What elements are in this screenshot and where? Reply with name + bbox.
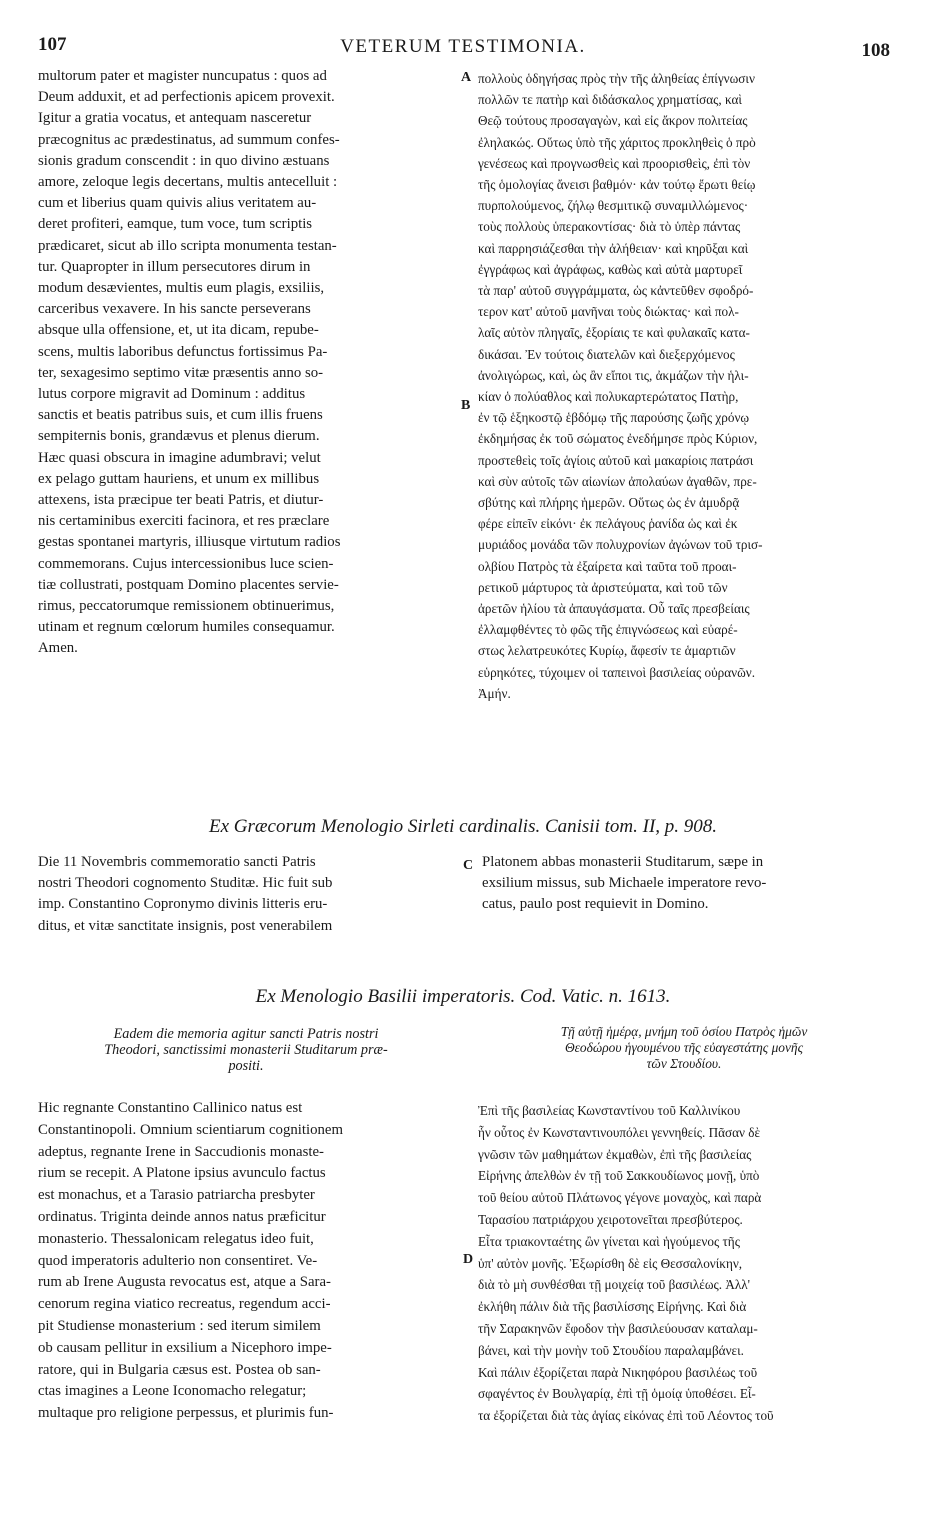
running-title: VETERUM TESTIMONIA. — [340, 36, 586, 57]
text-line: Constantinopoli. Omnium scientiarum cognitionem — [38, 1121, 343, 1138]
text-line: καὶ σὺν αὐτοῖς τῶν αἰωνίων ἀπολαύων ἀγαθῶν, πρε- — [478, 473, 757, 489]
text-line: διὰ τὸ μὴ συνθέσθαι τῇ μοιχείᾳ τοῦ βασιλέως. Ἀλλ' — [478, 1277, 751, 1293]
text-line: βάνει, καὶ τὴν μονὴν τοῦ Στουδίου παραλαμβάνει. — [478, 1342, 744, 1358]
text-line: Eadem die memoria agitur sancti Patris nostri — [113, 1026, 379, 1042]
text-line: positi. — [228, 1058, 264, 1074]
text-line: σβύτης καὶ πλήρης ἡμερῶν. Οὕτως ὡς ἐν ἀμυδρᾷ — [478, 495, 740, 511]
text-line: ὑπ' αὐτὸν μονῆς. Ἐξωρίσθη δὲ εἰς Θεσσαλονίκην, — [478, 1255, 743, 1271]
page-number-right: 108 — [861, 40, 890, 61]
text-line: Εἰρήνης ἀπελθὼν ἐν τῇ τοῦ Σακκουδίωνος μονῇ, ὑπὸ — [478, 1168, 760, 1184]
text-line: Ἐπὶ τῆς βασιλείας Κωνσταντίνου τοῦ Καλλινίκου — [478, 1103, 741, 1118]
text-line: ἐγγράφως καὶ ἀγράφως, καθὼς καὶ αὐτὰ μαρτυρεῖ — [478, 261, 743, 277]
text-line: nostri Theodori cognomento Studitæ. Hic fuit sub — [38, 875, 333, 892]
text-line: sanctis et beatis patribus suis, et cum illis fruens — [38, 407, 323, 424]
text-line: Θεῷ τούτους προσαγαγὼν, καὶ εἰς ἄκρον πολιτείας — [478, 113, 748, 129]
text-line: est monachus, et a Tarasio patriarcha presbyter — [38, 1187, 315, 1204]
text-line: carceribus vexavere. In his sancte perseverans — [38, 301, 311, 318]
text-line: sempiternis bonis, grandævus et plenus dierum. — [38, 428, 320, 445]
text-line: πολλῶν τε πατὴρ καὶ διδάσκαλος χρηματίσας, καὶ — [478, 92, 742, 108]
text-line: Ἀμήν. — [478, 685, 511, 701]
text-line: Theodori, sanctissimi monasterii Studitarum præ- — [104, 1042, 388, 1058]
text-line: τοὺς πολλοὺς ὑπερακοντίσας· διὰ τὸ ὑπὲρ πάντας — [478, 219, 741, 235]
text-line: τοῦ θείου αὐτοῦ Πλάτωνος γέγονε μοναχὸς, καὶ παρὰ — [478, 1190, 762, 1206]
text-line: absque ulla offensione, et, ut ita dicam, repube- — [38, 322, 319, 339]
text-line: deret profiteri, eamque, tum voce, tum scriptis — [38, 216, 313, 233]
text-line: ordinatus. Triginta deinde annos natus præficitur — [38, 1208, 326, 1225]
text-line: sionis gradum conscendit : in quo divino æstuans — [38, 152, 330, 169]
text-line: Deum adduxit, et ad perfectionis apicem provexit. — [38, 89, 335, 106]
margin-letter-c: C — [463, 858, 474, 873]
text-line: rium se recepit. A Platone ipsius avunculo factus — [38, 1165, 326, 1182]
text-line: Τῇ αὐτῇ ἡμέρᾳ, μνήμη τοῦ ὁσίου Πατρὸς ἡμῶν — [560, 1024, 808, 1039]
text-line: πυρπολούμενος, ζήλῳ θεσμιτικῷ συναμιλλώμενος· — [478, 198, 749, 214]
text-line: nis certaminibus exerciti facinora, et res præclare — [38, 513, 330, 530]
sirleti-right-column — [482, 852, 890, 916]
text-line: κίαν ὁ πολύαθλος καὶ πολυκαρτερώτατος Πατὴρ, — [478, 389, 739, 405]
text-line: tur. Quapropter in illum persecutores dirum in — [38, 258, 311, 275]
basilii-latin-title — [38, 1026, 454, 1074]
text-line: τῶν Στουδίου. — [646, 1056, 722, 1071]
text-line: σφαγέντος ἐν Βουλγαρίᾳ, ἐπὶ τῇ ὁμοίᾳ ὑποθέσει. Εἶ- — [478, 1386, 756, 1402]
text-line: λαῖς αὐτὸν πληγαῖς, ἐξορίαις τε καὶ φυλακαῖς κατα- — [478, 325, 750, 341]
text-line: ratore, qui in Bulgaria cæsus est. Postea ob san- — [38, 1361, 321, 1378]
text-line: ἐλλαμφθέντες τὸ φῶς τῆς ἐπιγνώσεως καὶ εὐαρέ- — [478, 622, 738, 638]
text-line: imp. Constantino Copronymo divinis litteris eru- — [38, 896, 328, 913]
text-line: φέρε εἰπεῖν εἰκόνι· ἐκ πελάγους ῥανίδα ὡς καὶ ἐκ — [478, 516, 738, 532]
text-line: Die 11 Novembris commemoratio sancti Patris — [38, 854, 316, 870]
text-line: προστεθεὶς τοῖς ἁγίοις αὐτοῦ καὶ μακαρίοις πατράσι — [478, 452, 754, 468]
text-line: gestas spontanei martyris, illiusque virtutum radios — [38, 534, 341, 551]
text-line: Εἶτα τριακονταέτης ὢν γίνεται καὶ ἡγούμενος τῆς — [478, 1233, 740, 1249]
margin-letter-b: B — [461, 398, 471, 413]
text-line: Καὶ πάλιν ἐξορίζεται παρὰ Νικηφόρου βασιλέως τοῦ — [478, 1364, 758, 1380]
text-line: ob causam pellitur in exsilium a Nicephoro impe- — [38, 1339, 332, 1356]
text-line: ρετικοῦ μάρτυρος τὰ ἀριστεύματα, καὶ τοῦ τῶν — [478, 579, 728, 595]
text-line: ἦν οὗτος ἐν Κωνσταντινουπόλει γεννηθείς. Πᾶσαν δὲ — [478, 1124, 761, 1140]
text-line: τα ἐξορίζεται διὰ τὰς ἁγίας εἰκόνας ἐπὶ τοῦ Λέοντος τοῦ — [478, 1408, 774, 1424]
text-line: utinam et regnum cœlorum humiles consequamur. — [38, 619, 335, 636]
text-line: ολβίου Πατρὸς τὰ ἐξαίρετα καὶ ταῦτα τοῦ προαι- — [478, 558, 737, 574]
basilii-latin-text — [38, 1098, 454, 1425]
text-line: δικάσαι. Ἐν τούτοις διατελῶν καὶ διεξερχόμενος — [478, 346, 735, 362]
text-line: μυριάδος μονάδα τῶν πολυχρονίων ἀγώνων τοῦ τρισ- — [478, 537, 763, 553]
text-line: γνῶσιν τῶν μαθημάτων ἐκμαθὼν, ἐπὶ τῆς βασιλείας — [478, 1146, 752, 1162]
text-line: ter, sexagesimo septimo vitæ præsentis anno so- — [38, 364, 324, 381]
text-line: multaque pro religione perpessus, et plurimis fun- — [38, 1405, 334, 1422]
text-line: ἀρετῶν ἡλίου τὰ ἀπαυγάσματα. Οὗ ταῖς πρεσβείαις — [478, 601, 750, 617]
text-line: τερον κατ' αὐτοῦ μανῆναι τοὺς διώκτας· καὶ πολ- — [478, 304, 739, 320]
text-line: ditus, et vitæ sanctitate insignis, post venerabilem — [38, 917, 333, 934]
text-line: στως λελατρευκότες Κυρίῳ, ἄφεσίν τε ἁμαρτιῶν — [478, 643, 736, 659]
sirleti-left-column — [38, 852, 454, 937]
text-line: Ταρασίου πατριάρχου χειροτονεῖται πρεσβύτερος. — [478, 1211, 743, 1227]
greek-column-1 — [478, 68, 890, 704]
text-line: catus, paulo post requievit in Domino. — [482, 896, 709, 913]
text-line: Hæc quasi obscura in imagine adumbravi; velut — [38, 449, 321, 466]
text-line: Amen. — [38, 640, 78, 657]
text-line: ctas imagines a Leone Iconomacho relegatur; — [38, 1383, 307, 1400]
text-line: scens, multis laboribus defunctus fortissimus Pa- — [38, 343, 328, 360]
basilii-greek-title — [478, 1024, 890, 1072]
text-line: præcognitus ac prædestinatus, ad summum confes- — [38, 131, 340, 148]
text-line: Hic regnante Constantino Callinico natus est — [38, 1100, 303, 1116]
text-line: adeptus, regnante Irene in Saccudionis monaste- — [38, 1143, 324, 1160]
text-line: tiæ collustrati, postquam Domino placentes servie- — [38, 576, 339, 593]
text-line: Platonem abbas monasterii Studitarum, sæpe in — [482, 854, 764, 870]
page-number-left: 107 — [38, 34, 67, 55]
text-line: ἐληλακώς. Οὕτως ὑπὸ τῆς χάριτος προκληθεὶς ὁ πρὸ — [478, 134, 756, 150]
text-line: ἐν τῷ ἑξηκοστῷ ἑβδόμῳ τῆς παρούσης ζωῆς χρόνῳ — [478, 410, 750, 426]
text-line: rimus, peccatorumque remissionem obtinuerimus, — [38, 598, 335, 615]
text-line: pit Studiense monasterium : sed iterum similem — [38, 1317, 321, 1334]
text-line: amore, zeloque legis decertans, multis antecelluit : — [38, 174, 338, 191]
text-line: πολλοὺς ὁδηγήσας πρὸς τὴν τῆς ἀληθείας ἐπίγνωσιν — [478, 71, 755, 86]
text-line: ἐκλήθη πάλιν διὰ τῆς βασιλίσσης Εἰρήνης. Καὶ διὰ — [478, 1299, 747, 1315]
text-line: Igitur a gratia vocatus, et antequam nasceretur — [38, 110, 312, 127]
text-line: monasterio. Thessalonicam relegatus ideo fuit, — [38, 1230, 314, 1247]
text-line: prædicaret, sicut ab illo scripta monumenta testan- — [38, 237, 337, 254]
text-line: commemorans. Cujus intercessionibus luce scien- — [38, 555, 334, 572]
text-line: καὶ παρρησιάζεσθαι τὴν ἀλήθειαν· καὶ κηρῦξαι καὶ — [478, 240, 749, 256]
text-line: attexens, ista præcipue ter beati Patris, et diutur- — [38, 492, 324, 509]
text-line: lutus corpore migravit ad Dominum : additus — [38, 386, 306, 403]
text-line: τῆν Σαρακηνῶν ἔφοδον τὴν βασιλεύουσαν καταλαμ- — [478, 1320, 758, 1336]
text-line: cum et liberius quam quivis alius veritatem au- — [38, 195, 317, 212]
text-line: modum desævientes, multis eum plagis, exsiliis, — [38, 280, 325, 297]
text-line: ἀνολιγώρως, καὶ, ὡς ἂν εἴποι τις, ἀκμάζων τὴν ἡλι- — [478, 367, 749, 383]
margin-letter-d: D — [463, 1252, 474, 1267]
section-heading-sirleti: Ex Græcorum Menologio Sirleti cardinalis. Canisii tom. II, p. 908. — [208, 816, 718, 837]
text-line: γενέσεως καὶ προγνωσθεὶς καὶ προορισθεὶς, ἐπὶ τὸν — [478, 155, 751, 171]
basilii-greek-text — [478, 1100, 890, 1427]
text-line: τὰ παρ' αὐτοῦ συγγράμματα, ὡς κἀντεῦθεν σφοδρό- — [478, 283, 754, 299]
latin-column-1 — [38, 66, 454, 660]
text-line: Θεοδώρου ἡγουμένου τῆς εὐαγεστάτης μονῆς — [564, 1040, 804, 1055]
margin-letter-a: A — [461, 70, 472, 85]
text-line: cenorum regina viatico recreatus, regendum acci- — [38, 1296, 331, 1313]
text-line: rum ab Irene Augusta revocatus est, atque a Sara- — [38, 1274, 331, 1291]
text-line: quod imperatoris adulterio non consentiret. Ve- — [38, 1252, 318, 1269]
section-heading-basilii: Ex Menologio Basilii imperatoris. Cod. Vatic. n. 1613. — [255, 986, 671, 1007]
text-line: τῆς ὁμολογίας ἄνεισι βαθμόν· κἀν τούτῳ ἔρωτι θείῳ — [478, 177, 756, 193]
text-line: exsilium missus, sub Michaele imperatore revo- — [482, 875, 767, 892]
text-line: εὑρηκότες, τύχοιμεν οἱ ταπεινοὶ βασιλείας οὐρανῶν. — [478, 664, 756, 680]
text-line: ex pelago guttam hauriens, et unum ex millibus — [38, 470, 320, 487]
text-line: ἐκδημήσας ἐκ τοῦ σώματος ἐνεδήμησε πρὸς Κύριον, — [478, 431, 758, 447]
text-line: multorum pater et magister nuncupatus : quos ad — [38, 68, 327, 84]
